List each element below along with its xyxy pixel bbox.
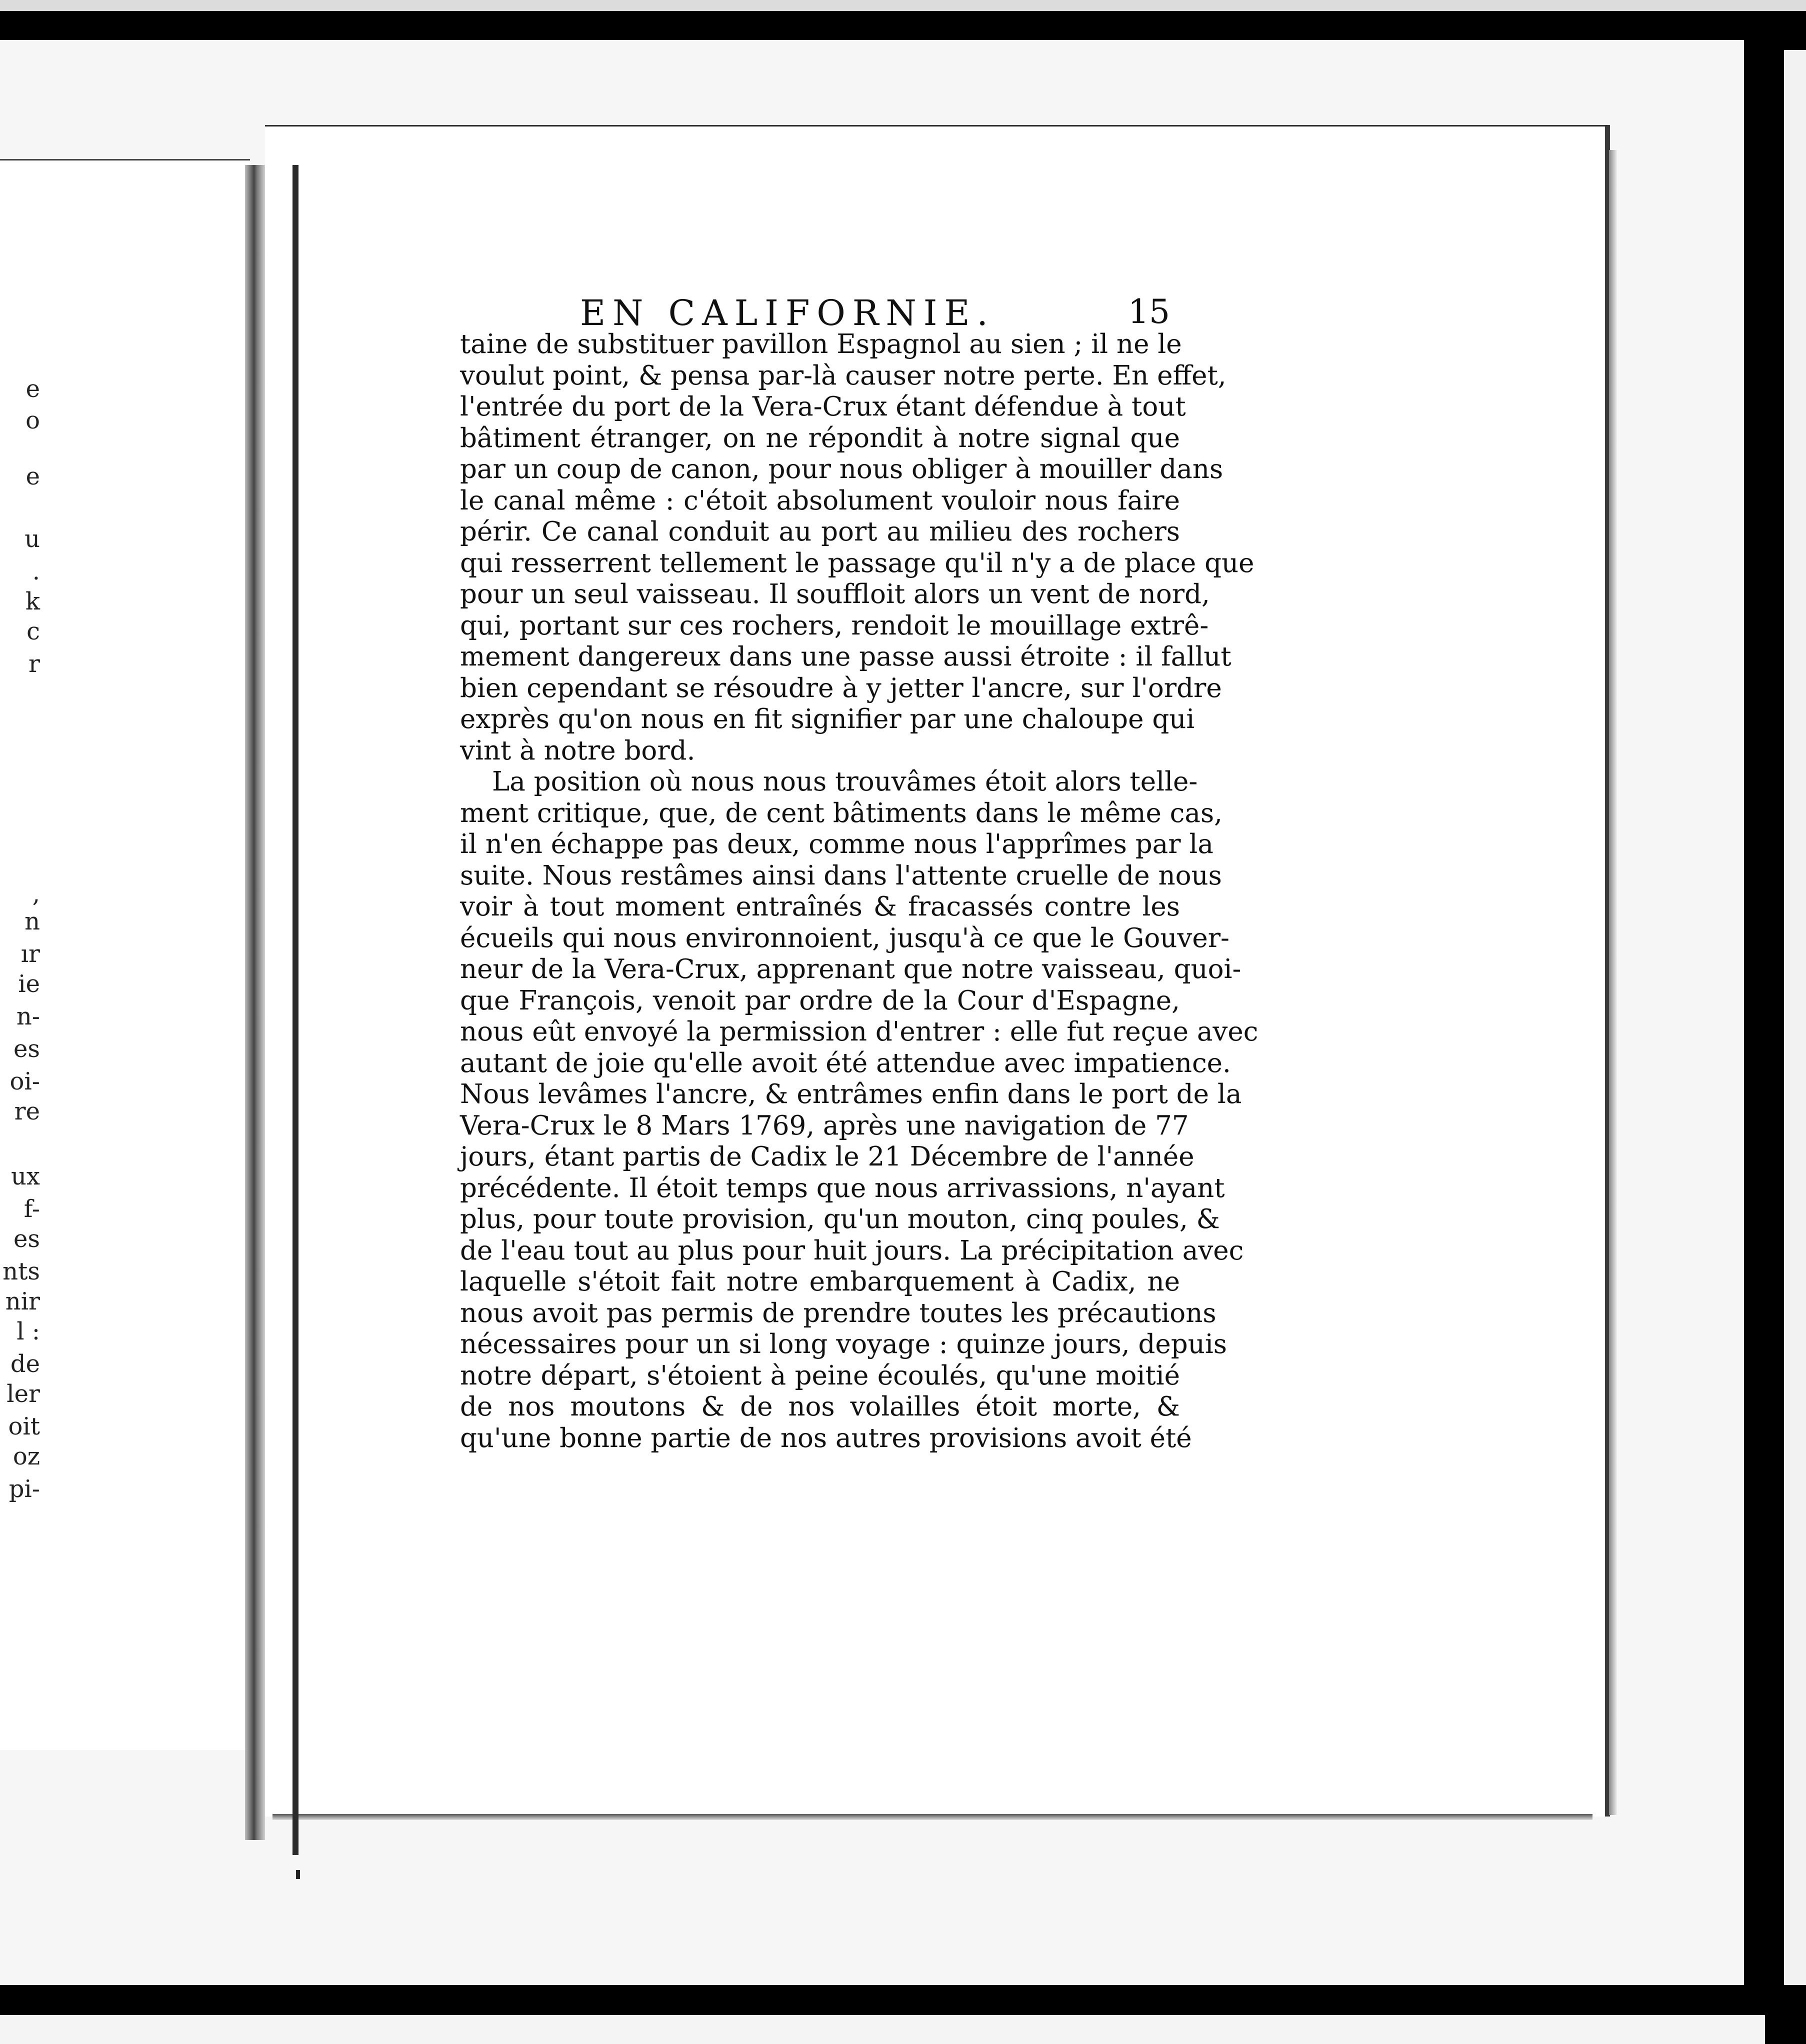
text-line: l'entrée du port de la Vera-Crux étant défendue à tout xyxy=(460,392,1186,422)
left-page-fragment: n- xyxy=(16,1002,40,1030)
text-line: autant de joie qu'elle avoit été attendue avec impatience. xyxy=(460,1048,1231,1078)
text-line: pour un seul vaisseau. Il souffloit alors un vent de nord, xyxy=(460,579,1210,610)
text-line: périr. Ce canal conduit au port au milieu des rochers xyxy=(460,516,1180,547)
text-line: qu'une bonne partie de nos autres provisions avoit été xyxy=(460,1422,1192,1454)
text-line: notre départ, s'étoient à peine écoulés, qu'une moitié xyxy=(460,1360,1180,1391)
text-line: laquelle s'étoit fait notre embarquement à Cadix, ne xyxy=(460,1266,1180,1297)
left-page-top-edge xyxy=(0,159,250,160)
left-page-fragment: k xyxy=(25,588,40,616)
text-line: nous eût envoyé la permission d'entrer : elle fut reçue avec xyxy=(460,1016,1258,1047)
scanner-frame-top-strip xyxy=(0,0,1806,11)
page-number: 15 xyxy=(1128,292,1170,331)
text-line: Vera-Crux le 8 Mars 1769, après une navigation de 77 xyxy=(460,1110,1189,1141)
left-page-fragment: es xyxy=(13,1035,40,1063)
left-page-fragment: es xyxy=(13,1225,40,1253)
text-line: mement dangereux dans une passe aussi étroite : il fallut xyxy=(460,642,1232,672)
running-head xyxy=(440,292,1170,332)
left-page-fragment: ux xyxy=(11,1162,40,1190)
left-page-fragment: u xyxy=(24,525,40,553)
text-line: bien cependant se résoudre à y jetter l'ancre, sur l'ordre xyxy=(460,672,1222,704)
left-page-fragment: nts xyxy=(2,1258,40,1286)
left-page-fragment: r xyxy=(28,650,40,678)
text-line: nous avoit pas permis de prendre toutes les précautions xyxy=(460,1298,1216,1328)
text-line: voir à tout moment entraînés & fracassés contre les xyxy=(460,892,1180,922)
text-line: voulut point, & pensa par-là causer notre perte. En effet, xyxy=(460,360,1226,391)
left-page-fragment: oi- xyxy=(10,1068,40,1096)
left-page-fragment: ie xyxy=(18,970,40,998)
text-line: vint à notre bord. xyxy=(460,735,696,766)
page-binding-edge xyxy=(292,165,298,1855)
paragraph-1 xyxy=(460,329,1254,766)
text-line: le canal même : c'étoit absolument vouloir nous faire xyxy=(460,485,1180,516)
left-page-fragment: e xyxy=(26,375,40,403)
text-line: il n'en échappe pas deux, comme nous l'apprîmes par la xyxy=(460,829,1214,860)
left-page-fragment: f- xyxy=(24,1195,40,1223)
left-page-fragment: e xyxy=(26,462,40,490)
paragraph-2 xyxy=(460,766,1258,1454)
left-page-fragment: nir xyxy=(5,1288,40,1316)
scanner-frame-bottom-strip xyxy=(0,2015,1765,2044)
left-page-fragment: oit xyxy=(8,1412,40,1440)
text-line: de nos moutons & de nos volailles étoit morte, & xyxy=(460,1392,1180,1422)
text-line: suite. Nous restâmes ainsi dans l'attente cruelle de nous xyxy=(460,860,1222,891)
text-line: qui, portant sur ces rochers, rendoit le mouillage extrê- xyxy=(460,610,1209,641)
left-page-fragment: . xyxy=(32,558,40,586)
left-page-fragment: c xyxy=(26,618,40,646)
text-line: plus, pour toute provision, qu'un mouton, cinq poules, & xyxy=(460,1204,1220,1234)
text-line: qui resserrent tellement le passage qu'il n'y a de place que xyxy=(460,548,1254,578)
text-line: par un coup de canon, pour nous obliger à mouiller dans xyxy=(460,454,1224,484)
text-line: précédente. Il étoit temps que nous arrivassions, n'ayant xyxy=(460,1172,1225,1204)
left-page-fragment: pi- xyxy=(8,1475,40,1503)
text-line: exprès qu'on nous en fit signifier par une chaloupe qui xyxy=(460,704,1195,734)
main-page-right-shadow xyxy=(1609,150,1617,1815)
left-page-fragment: re xyxy=(14,1098,40,1126)
binding-mark xyxy=(296,1870,300,1879)
text-line: neur de la Vera-Crux, apprenant que notre vaisseau, quoi- xyxy=(460,954,1242,984)
running-head-title: EN CALIFORNIE. xyxy=(580,292,995,334)
text-line: jours, étant partis de Cadix le 21 Décembre de l'année xyxy=(460,1142,1194,1172)
left-page-fragment: ır xyxy=(20,940,40,968)
left-page-fragment: ler xyxy=(6,1380,40,1408)
text-line: de l'eau tout au plus pour huit jours. La précipitation avec xyxy=(460,1235,1244,1266)
body-text xyxy=(460,329,1258,1454)
main-page-bottom-shadow xyxy=(272,1814,1592,1820)
scanner-frame-right-strip xyxy=(1784,50,1806,2030)
left-page-fragment: n xyxy=(24,908,40,936)
text-line: bâtiment étranger, on ne répondit à notre signal que xyxy=(460,422,1180,454)
left-page-fragment: , xyxy=(32,880,40,908)
text-line: écueils qui nous environnoient, jusqu'à ce que le Gouver- xyxy=(460,922,1230,954)
text-line: ment critique, que, de cent bâtiments dans le même cas, xyxy=(460,798,1222,828)
text-line: taine de substituer pavillon Espagnol au sien ; il ne le xyxy=(460,329,1182,360)
text-line: nécessaires pour un si long voyage : quinze jours, depuis xyxy=(460,1329,1227,1360)
text-line: Nous levâmes l'ancre, & entrâmes enfin dans le port de la xyxy=(460,1079,1242,1110)
text-line: que François, venoit par ordre de la Cour d'Espagne, xyxy=(460,985,1180,1016)
text-line: La position où nous nous trouvâmes étoit alors telle- xyxy=(492,766,1198,797)
left-page-fragment: l : xyxy=(16,1318,40,1346)
book-gutter xyxy=(245,165,265,1840)
left-page-fragment: oz xyxy=(12,1442,40,1470)
left-page-fragment: o xyxy=(26,406,40,434)
left-page-fragment: de xyxy=(10,1350,40,1378)
